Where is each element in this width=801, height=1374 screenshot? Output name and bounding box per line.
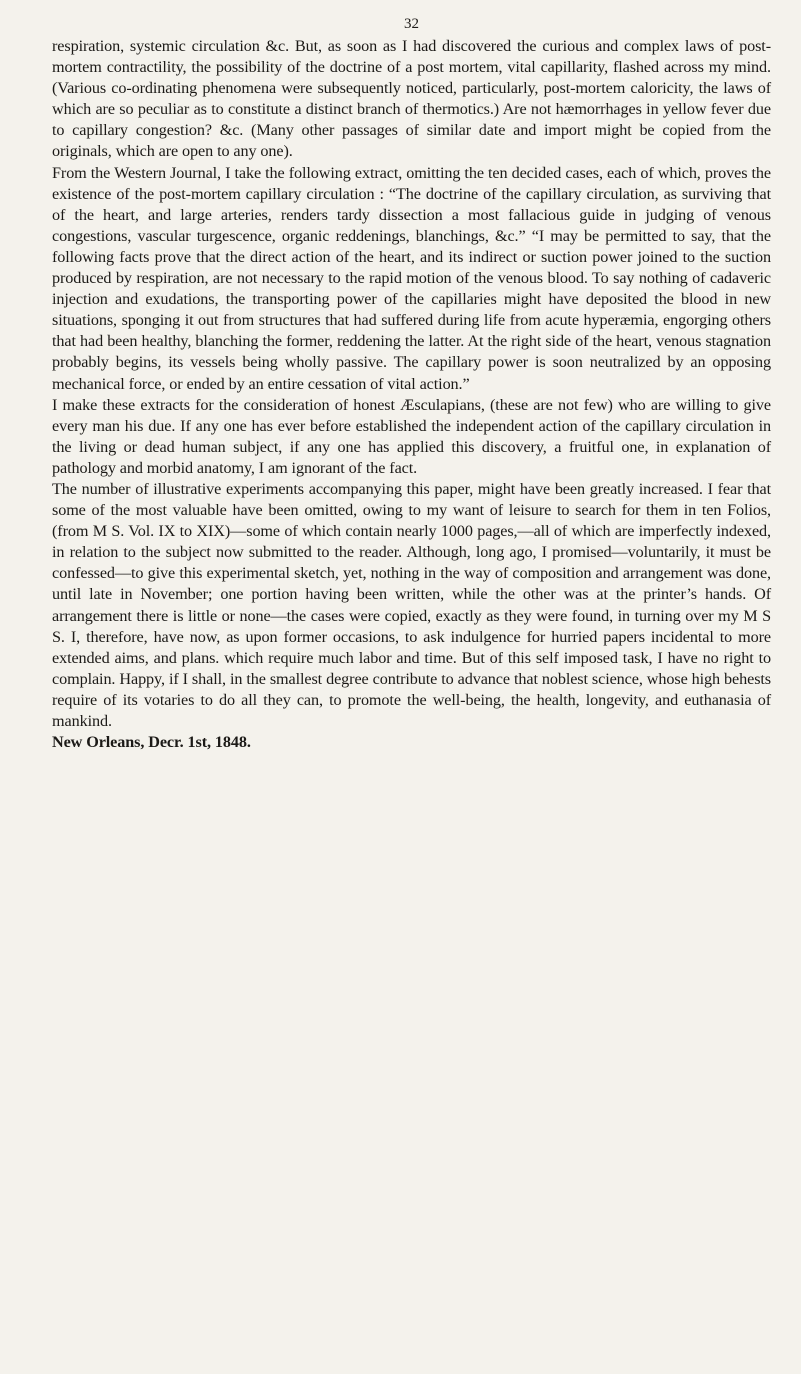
- paragraph-2: From the Western Journal, I take the following extract, omitting the ten decided cases, each of which, proves the existence of the post-mortem capillary circulation : “The doctrine of the capillary circulation, as surviving that of the heart, and large arteries, renders tardy dissection a most fallacious guide in judging of venous congestions, vascular turgescence, organic reddenings, blanchings, &c.” “I may be permitted to say, that the following facts prove that the direct action of the heart, and its indirect or suction power joined to the suction produced by respiration, are not necessary to the rapid motion of the venous blood. To say nothing of cadaveric injection and exudations, the transporting power of the capillaries might have deposited the blood in new situations, sponging it out from structures that had suffered during life from acute hyperæmia, engorging others that had been healthy, blanching the former, reddening the latter. At the right side of the heart, venous stagnation probably begins, its vessels being wholly passive. The capillary power is soon neutralized by an opposing mechanical force, or ended by an entire cessation of vital action.”: [52, 163, 771, 393]
- signoff-line: New Orleans, Decr. 1st, 1848.: [52, 733, 251, 752]
- paragraph-3: I make these extracts for the consideration of honest Æsculapians, (these are not few) who are willing to give every man his due. If any one has ever before established the independent action of the capillary circulation in the living or dead human subject, if any one has applied this discovery, a fruitful one, in explanation of pathology and morbid anatomy, I am ignorant of the fact.: [52, 395, 771, 477]
- paragraph-1: respiration, systemic circulation &c. But, as soon as I had discovered the curious and complex laws of post-mortem contractility, the possibility of the doctrine of a post mortem, vital capillarity, flashed across my mind. (Various co-ordinating phenomena were subsequently noticed, particularly, post-mortem caloricity, the laws of which are so peculiar as to constitute a distinct branch of thermotics.) Are not hæmorrhages in yellow fever due to capillary congestion? &c. (Many other passages of similar date and import might be copied from the originals, which are open to any one).: [52, 37, 771, 161]
- paragraph-4: The number of illustrative experiments accompanying this paper, might have been greatly increased. I fear that some of the most valuable have been omitted, owing to my want of leisure to search for them in ten Folios, (from M S. Vol. IX to XIX)—some of which contain nearly 1000 pages,—all of which are imperfectly indexed, in relation to the subject now submitted to the reader. Although, long ago, I promised—voluntarily, it must be confessed—to give this experimental sketch, yet, nothing in the way of composition and arrangement was done, until late in November; one portion having been written, while the other was at the printer’s hands. Of arrangement there is little or none—the cases were copied, exactly as they were found, in turning over my M S S. I, therefore, have now, as upon former occasions, to ask indulgence for hurried papers incidental to more extended aims, and plans. which require much labor and time. But of this self imposed task, I have no right to complain. Happy, if I shall, in the smallest degree contribute to advance that noblest science, whose high behests require of its votaries to do all they can, to promote the well-being, the health, longevity, and euthanasia of mankind.: [52, 479, 771, 730]
- page-number: 32: [404, 16, 419, 32]
- body-text: [52, 36, 771, 753]
